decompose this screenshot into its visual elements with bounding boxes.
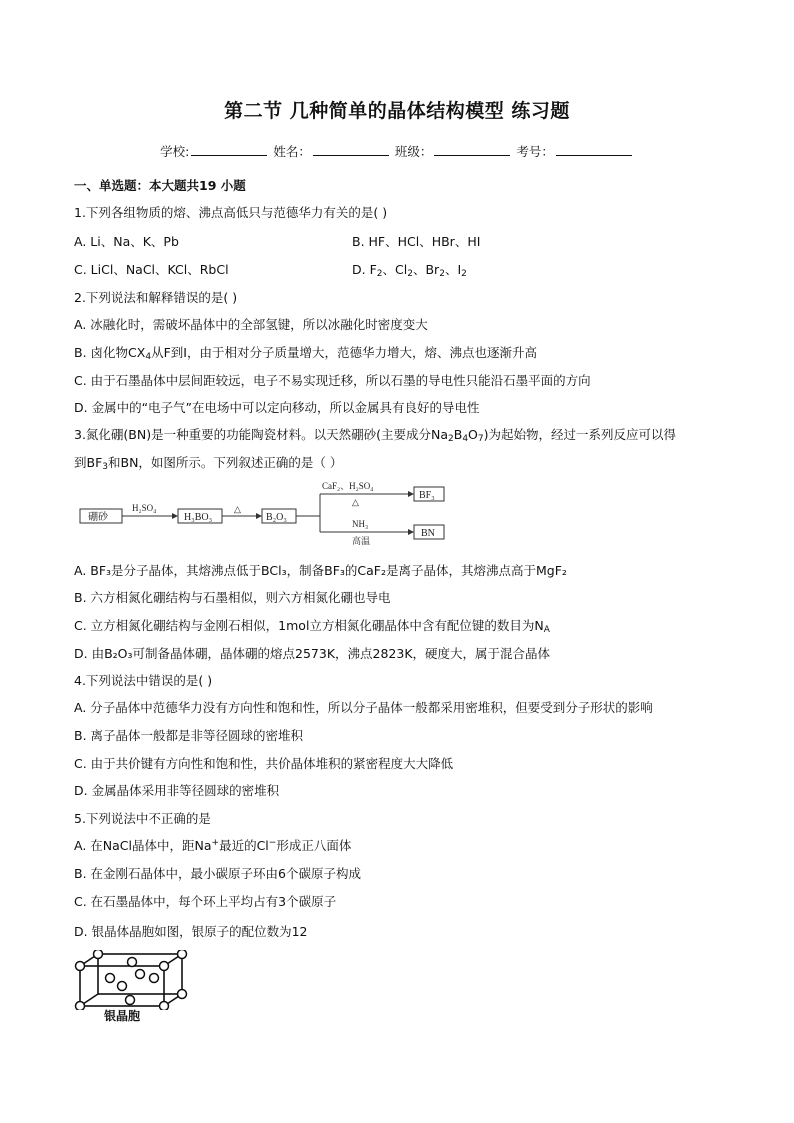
h2so4-label: H₂SO₄ (132, 503, 157, 513)
q5-option-b: B. 在金刚石晶体中，最小碳原子环由6个碳原子构成 (74, 866, 361, 881)
q3-na: Na (430, 427, 448, 442)
q5-option-c: C. 在石墨晶体中，每个环上平均占有3个碳原子 (74, 894, 337, 909)
q3-na-sub: 2 (448, 434, 454, 444)
atom (94, 950, 103, 959)
name-label: 姓名： (273, 144, 311, 159)
q4-option-a: A. 分子晶体中范德华力没有方向性和饱和性，所以分子晶体一般都采用密堆积，但要受到分子形状的影响 (74, 700, 653, 715)
q2-b-pre: B. 卤化物CX (74, 345, 146, 360)
q2-option-c: C. 由于石墨晶体中层间距较远，电子不易实现迁移，所以石墨的导电性只能沿石墨平面的方向 (74, 373, 591, 388)
q1-d-sep-3: 、 (444, 262, 458, 277)
heat-label-2: △ (352, 497, 359, 507)
q5-a-minus: − (268, 838, 277, 848)
student-info-line (0, 142, 794, 160)
arrow-4-head (408, 529, 414, 535)
q3-c-sub: A (543, 625, 550, 635)
q3-option-a: A. BF₃是分子晶体，其熔沸点低于BCl₃，制备BF₃的CaF₂是离子晶体，其熔沸点高于MgF₂ (74, 563, 567, 578)
exam-number-label: 考号： (516, 144, 554, 159)
atom (106, 974, 115, 983)
borax-label: 硼砂 (88, 512, 108, 523)
q5-option-a (74, 836, 351, 854)
name-blank[interactable] (313, 143, 389, 156)
q2-b-post: 从F到I，由于相对分子质量增大，范德华力增大，熔、沸点也逐渐升高 (151, 345, 537, 360)
q3-o: O (468, 427, 478, 442)
silver-unit-cell-diagram (74, 950, 190, 1010)
atom (118, 982, 127, 991)
q4-option-d: D. 金属晶体采用非等径圆球的密堆积 (74, 783, 280, 798)
q3-stem2-pre: 到BF (74, 455, 103, 470)
bf3-label: BF₃ (419, 490, 435, 501)
atom (128, 958, 137, 967)
q3-c-pre: C. 立方相氮化硼结构与金刚石相似，1mol立方相氮化硼晶体中含有配位键的数目为N (74, 618, 544, 633)
q1-d-f-sub: 2 (376, 269, 383, 279)
caf2-h2so4-label: CaF₂、H₂SO₄ (322, 481, 374, 491)
q1-d-f: F (369, 262, 377, 277)
class-blank[interactable] (434, 143, 510, 156)
q5-stem: 5.下列说法中不正确的是 (74, 811, 211, 826)
class-label: 班级： (394, 144, 433, 159)
q4-stem: 4.下列说法中错误的是( ) (74, 673, 213, 688)
q1-d-i-sub: 2 (461, 269, 467, 279)
q3-stem-line2 (74, 453, 342, 472)
exam-number-blank[interactable] (556, 143, 632, 156)
section-heading: 一、单选题：本大题共19 小题 (74, 178, 246, 193)
q1-d-cl-sub: 2 (407, 269, 413, 279)
q1-d-sep-1: 、 (382, 262, 396, 277)
q5-option-d: D. 银晶体晶胞如图，银原子的配位数为12 (74, 924, 308, 939)
q1-option-b: B. HF、HCl、HBr、HI (352, 234, 481, 249)
q3-stem-line1 (74, 425, 676, 444)
bn-label: BN (421, 528, 435, 539)
school-blank[interactable] (191, 143, 267, 156)
q1-option-d (352, 260, 467, 279)
q2-stem: 2.下列说法和解释错误的是( ) (74, 290, 238, 305)
q1-option-a: A. Li、Na、K、Pb (74, 234, 179, 249)
q3-o-sub: 7 (477, 434, 484, 444)
q4-option-c: C. 由于共价键有方向性和饱和性，共价晶体堆积的紧密程度大大降低 (74, 756, 454, 771)
q1-d-br: Br (425, 262, 440, 277)
q5-a-plus: + (211, 838, 220, 848)
q2-option-d: D. 金属中的“电子气”在电场中可以定向移动，所以金属具有良好的导电性 (74, 400, 480, 415)
silver-cell-label: 银晶胞 (104, 1009, 141, 1023)
arrow-1-head (172, 513, 178, 519)
q3-b-sub: 4 (462, 434, 469, 444)
q5-a-post: 形成正八面体 (276, 838, 352, 853)
q1-d-prefix: D. (352, 262, 370, 277)
atom (126, 996, 135, 1005)
q2-option-a: A. 冰融化时，需破坏晶体中的全部氢键，所以冰融化时密度变大 (74, 317, 428, 332)
atom (178, 950, 187, 959)
q5-a-mid: 最近的Cl (219, 838, 269, 853)
q1-option-c: C. LiCl、NaCl、KCl、RbCl (74, 262, 229, 277)
q1-d-br-sub: 2 (439, 269, 445, 279)
school-label: 学校: (160, 144, 190, 159)
heat-label-1: △ (234, 504, 241, 514)
q3-option-c (74, 616, 550, 635)
atom (160, 1002, 169, 1011)
atom (160, 962, 169, 971)
q2-option-b (74, 343, 537, 362)
atom (76, 1002, 85, 1011)
h3bo3-label: H₃BO₃ (184, 512, 213, 523)
q3-b: B (453, 427, 463, 442)
q3-stem1-pre: 3.氮化硼(BN)是一种重要的功能陶瓷材料。以天然硼砂(主要成分 (74, 427, 431, 442)
q3-flow-diagram (76, 478, 456, 550)
arrow-2-head (256, 513, 262, 519)
q3-stem1-post: )为起始物，经过一系列反应可以得 (483, 427, 677, 442)
q2-b-sub: 4 (145, 352, 152, 362)
q3-option-d: D. 由B₂O₃可制备晶体硼，晶体硼的熔点2573K，沸点2823K，硬度大，属于混合晶体 (74, 646, 551, 661)
atom (150, 974, 159, 983)
page-title: 第二节 几种简单的晶体结构模型 练习题 (224, 100, 570, 122)
atom (76, 962, 85, 971)
q3-stem2-mid: 和BN，如图所示。下列叙述正确的是（ ） (108, 455, 343, 470)
q1-d-cl: Cl (395, 262, 408, 277)
q1-d-sep-2: 、 (412, 262, 426, 277)
q5-a-pre: A. 在NaCl晶体中，距Na (74, 838, 212, 853)
arrow-3-head (408, 491, 414, 497)
q4-option-b: B. 离子晶体一般都是非等径圆球的密堆积 (74, 728, 304, 743)
atom (136, 970, 145, 979)
b2o3-label: B₂O₃ (266, 512, 287, 523)
atom (178, 990, 187, 999)
q1-stem: 1.下列各组物质的熔、沸点高低只与范德华力有关的是( ) (74, 205, 388, 220)
q1-d-i: I (457, 262, 462, 277)
nh3-label: NH₃ (352, 519, 369, 529)
q3-option-b: B. 六方相氮化硼结构与石墨相似，则六方相氮化硼也导电 (74, 590, 391, 605)
q3-bf3-sub: 3 (102, 462, 108, 472)
high-temp-label: 高温 (352, 536, 371, 546)
